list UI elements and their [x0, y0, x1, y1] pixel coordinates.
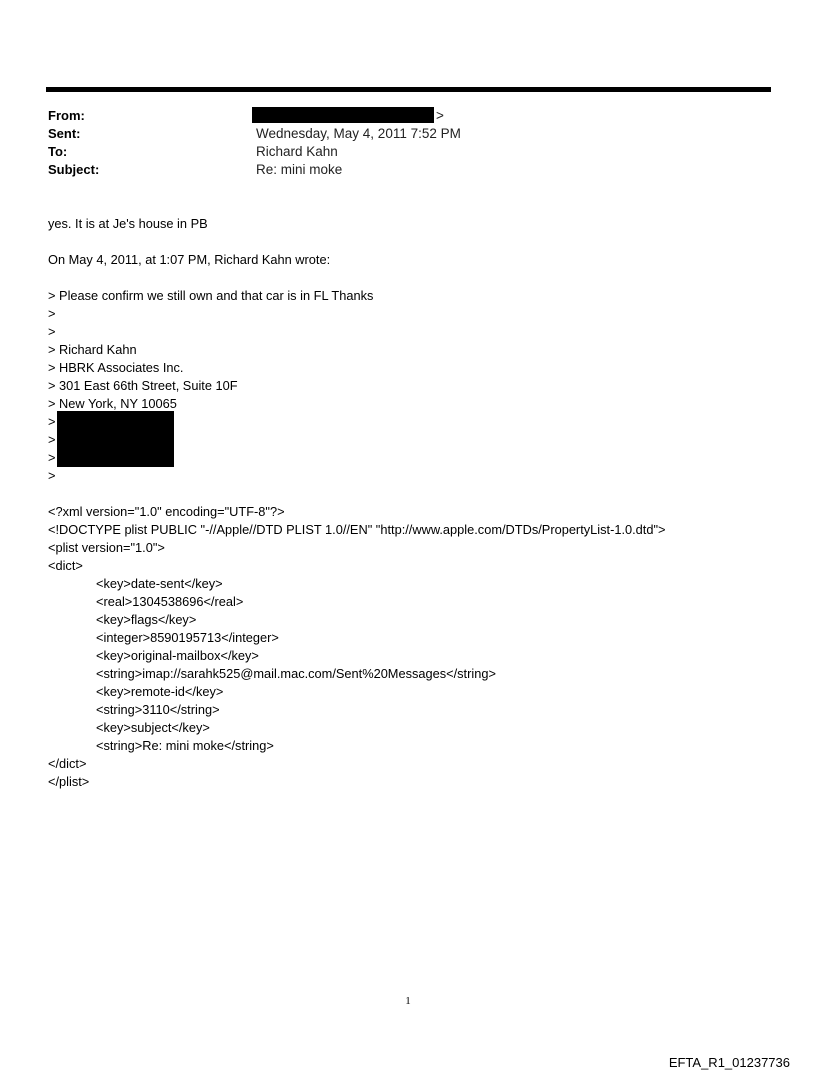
from-value-suffix: > [436, 108, 444, 123]
plist-open: <plist version="1.0"> [48, 540, 165, 555]
subject-label: Subject: [48, 162, 100, 177]
plist-entry: <string>Re: mini moke</string> [96, 738, 274, 753]
quoted-line: > Please confirm we still own and that car is in FL Thanks [48, 288, 374, 303]
quoted-line: > [48, 468, 56, 483]
attribution-line: On May 4, 2011, at 1:07 PM, Richard Kahn wrote: [48, 252, 331, 267]
quoted-line: > [48, 432, 56, 447]
from-label: From: [48, 108, 85, 123]
quoted-line: > [48, 450, 56, 465]
plist-entry: <key>date-sent</key> [96, 576, 223, 591]
subject-row [48, 161, 99, 179]
dict-open: <dict> [48, 558, 83, 573]
signature-redaction [57, 411, 174, 467]
quoted-line: > HBRK Associates Inc. [48, 360, 184, 375]
sent-row [48, 125, 81, 143]
quoted-line: > [48, 324, 56, 339]
quoted-line: > New York, NY 10065 [48, 396, 177, 411]
quoted-line: > [48, 414, 56, 429]
header-rule [46, 87, 771, 92]
plist-entry: <string>imap://sarahk525@mail.mac.com/Sent%20Messages</string> [96, 666, 496, 681]
plist-entry: <string>3110</string> [96, 702, 220, 717]
bates-number: EFTA_R1_01237736 [668, 1055, 790, 1070]
quoted-line: > 301 East 66th Street, Suite 10F [48, 378, 238, 393]
plist-entry: <key>subject</key> [96, 720, 210, 735]
plist-entry: <key>original-mailbox</key> [96, 648, 259, 663]
to-value: Richard Kahn [256, 144, 338, 159]
dict-close: </dict> [48, 756, 87, 771]
sent-label: Sent: [48, 126, 81, 141]
to-label: To: [48, 144, 68, 159]
page-number: 1 [405, 995, 411, 1007]
subject-value: Re: mini moke [256, 162, 343, 177]
from-redaction [252, 107, 434, 123]
xml-declaration: <?xml version="1.0" encoding="UTF-8"?> [48, 504, 285, 519]
quoted-line: > [48, 306, 56, 321]
from-row [48, 107, 85, 125]
plist-entry: <key>flags</key> [96, 612, 197, 627]
plist-close: </plist> [48, 774, 90, 789]
to-row [48, 143, 67, 161]
plist-entry: <key>remote-id</key> [96, 684, 224, 699]
doctype-line: <!DOCTYPE plist PUBLIC "-//Apple//DTD PLIST 1.0//EN" "http://www.apple.com/DTDs/PropertyList-1.0.dtd"> [48, 522, 666, 537]
plist-entry: <integer>8590195713</integer> [96, 630, 279, 645]
sent-value: Wednesday, May 4, 2011 7:52 PM [256, 126, 461, 141]
plist-entry: <real>1304538696</real> [96, 594, 244, 609]
reply-text: yes. It is at Je's house in PB [48, 216, 208, 231]
quoted-line: > Richard Kahn [48, 342, 137, 357]
